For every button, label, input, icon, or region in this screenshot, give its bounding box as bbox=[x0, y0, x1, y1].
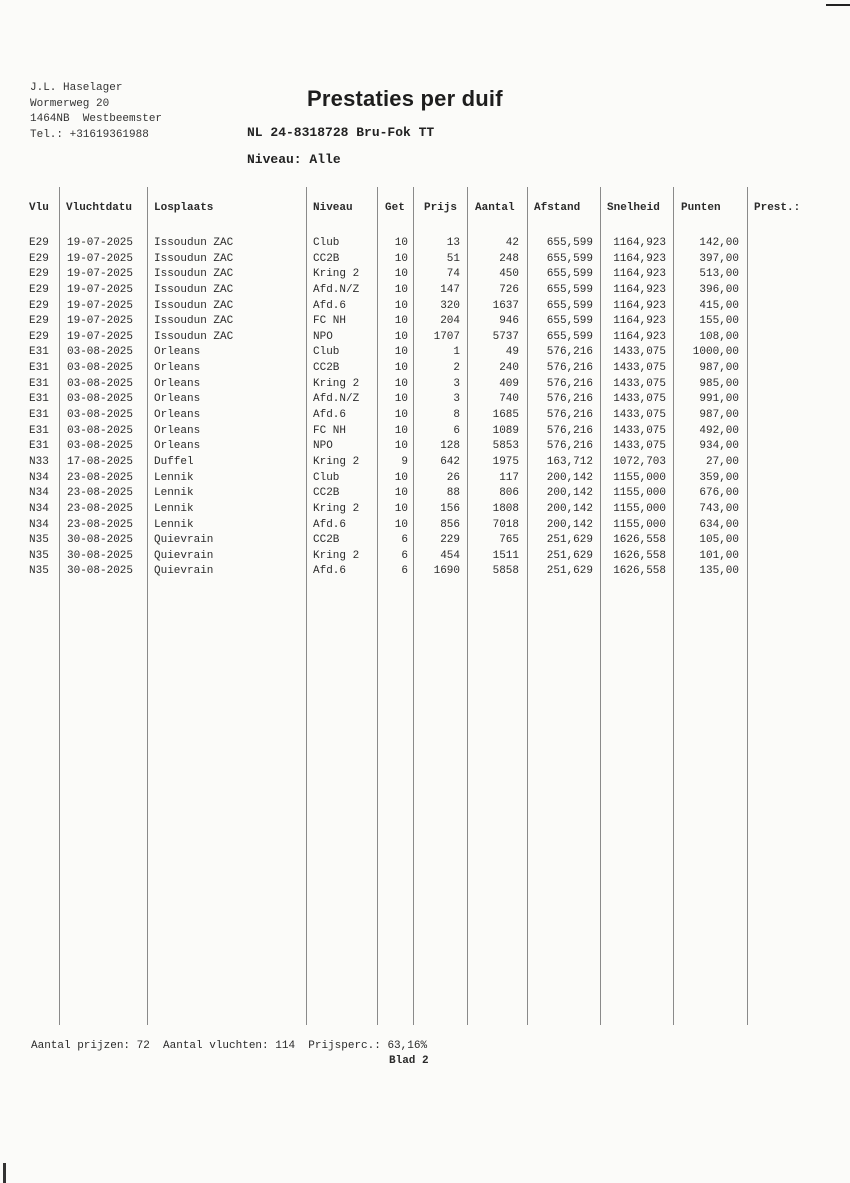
cell-punten: 101,00 bbox=[699, 549, 739, 562]
cell-snelheid: 1155,000 bbox=[613, 518, 666, 531]
cell-get: 10 bbox=[394, 440, 408, 453]
cell-prijs: 8 bbox=[453, 409, 460, 422]
cell-date: 03-08-2025 bbox=[67, 346, 134, 359]
cell-get: 10 bbox=[394, 487, 408, 500]
cell-losplaats: Lennik bbox=[154, 502, 194, 515]
cell-get: 10 bbox=[394, 471, 408, 484]
cell-get: 10 bbox=[394, 377, 408, 390]
cell-losplaats: Orleans bbox=[154, 346, 201, 359]
cell-losplaats: Issoudun ZAC bbox=[154, 252, 234, 265]
cell-vlu: E29 bbox=[29, 268, 49, 281]
cell-vlu: E31 bbox=[29, 424, 49, 437]
cell-losplaats: Lennik bbox=[154, 487, 194, 500]
cell-prijs: 74 bbox=[446, 268, 460, 281]
cell-snelheid: 1164,923 bbox=[613, 268, 666, 281]
cell-afstand: 200,142 bbox=[546, 518, 593, 531]
cell-niveau: Club bbox=[313, 237, 340, 249]
table-row bbox=[0, 345, 850, 361]
cell-losplaats: Lennik bbox=[154, 471, 194, 484]
table-row bbox=[0, 502, 850, 518]
table-row bbox=[0, 377, 850, 393]
cell-prijs: 454 bbox=[440, 549, 460, 562]
cell-vlu: E31 bbox=[29, 409, 49, 422]
header-punten: Punten bbox=[681, 202, 721, 214]
cell-aantal: 946 bbox=[499, 315, 519, 328]
table-row bbox=[0, 408, 850, 424]
cell-get: 6 bbox=[401, 565, 408, 578]
cell-get: 10 bbox=[394, 362, 408, 375]
cell-losplaats: Orleans bbox=[154, 362, 201, 375]
cell-vlu: E29 bbox=[29, 330, 49, 343]
cell-aantal: 42 bbox=[505, 237, 519, 249]
cell-afstand: 576,216 bbox=[546, 409, 593, 422]
cell-afstand: 655,599 bbox=[546, 237, 593, 249]
cell-afstand: 251,629 bbox=[546, 534, 593, 547]
cell-snelheid: 1433,075 bbox=[613, 393, 666, 406]
cell-aantal: 1511 bbox=[492, 549, 519, 562]
cell-aantal: 1808 bbox=[492, 502, 519, 515]
cell-prijs: 51 bbox=[446, 252, 460, 265]
table-row bbox=[0, 236, 850, 252]
cell-date: 23-08-2025 bbox=[67, 487, 134, 500]
cell-losplaats: Issoudun ZAC bbox=[154, 268, 234, 281]
cell-niveau: CC2B bbox=[313, 487, 340, 500]
cell-afstand: 576,216 bbox=[546, 346, 593, 359]
cell-snelheid: 1433,075 bbox=[613, 377, 666, 390]
cell-punten: 1000,00 bbox=[692, 346, 739, 359]
cell-date: 30-08-2025 bbox=[67, 565, 134, 578]
cell-losplaats: Orleans bbox=[154, 409, 201, 422]
cell-afstand: 655,599 bbox=[546, 299, 593, 312]
cell-vlu: N34 bbox=[29, 471, 49, 484]
cell-niveau: CC2B bbox=[313, 252, 340, 265]
table-row bbox=[0, 455, 850, 471]
cell-losplaats: Orleans bbox=[154, 377, 201, 390]
cell-afstand: 163,712 bbox=[546, 455, 593, 468]
cell-vlu: E29 bbox=[29, 252, 49, 265]
cell-prijs: 13 bbox=[446, 237, 460, 249]
table-row bbox=[0, 392, 850, 408]
cell-snelheid: 1433,075 bbox=[613, 440, 666, 453]
cell-get: 10 bbox=[394, 283, 408, 296]
cell-vlu: E31 bbox=[29, 440, 49, 453]
cell-niveau: Afd.N/Z bbox=[313, 283, 360, 296]
header-get: Get bbox=[385, 202, 405, 214]
cell-aantal: 5737 bbox=[492, 330, 519, 343]
cell-prijs: 147 bbox=[440, 283, 460, 296]
cell-get: 10 bbox=[394, 252, 408, 265]
cell-get: 10 bbox=[394, 315, 408, 328]
cell-afstand: 200,142 bbox=[546, 487, 593, 500]
cell-aantal: 765 bbox=[499, 534, 519, 547]
cell-date: 23-08-2025 bbox=[67, 518, 134, 531]
cell-date: 03-08-2025 bbox=[67, 424, 134, 437]
cell-losplaats: Lennik bbox=[154, 518, 194, 531]
cell-niveau: Club bbox=[313, 346, 340, 359]
cell-vlu: E29 bbox=[29, 299, 49, 312]
cell-vlu: E29 bbox=[29, 315, 49, 328]
cell-prijs: 229 bbox=[440, 534, 460, 547]
cell-snelheid: 1164,923 bbox=[613, 315, 666, 328]
level-filter: Niveau: Alle bbox=[247, 152, 341, 167]
cell-aantal: 117 bbox=[499, 471, 519, 484]
cell-snelheid: 1164,923 bbox=[613, 283, 666, 296]
table-row bbox=[0, 533, 850, 549]
cell-snelheid: 1155,000 bbox=[613, 471, 666, 484]
cell-snelheid: 1626,558 bbox=[613, 565, 666, 578]
cell-niveau: NPO bbox=[313, 330, 333, 343]
cell-losplaats: Issoudun ZAC bbox=[154, 315, 234, 328]
cell-vlu: E31 bbox=[29, 346, 49, 359]
cell-afstand: 576,216 bbox=[546, 440, 593, 453]
cell-vlu: N35 bbox=[29, 565, 49, 578]
cell-niveau: CC2B bbox=[313, 534, 340, 547]
cell-snelheid: 1072,703 bbox=[613, 455, 666, 468]
cell-losplaats: Quievrain bbox=[154, 549, 214, 562]
cell-niveau: CC2B bbox=[313, 362, 340, 375]
cell-niveau: Afd.6 bbox=[313, 518, 347, 531]
cell-losplaats: Orleans bbox=[154, 424, 201, 437]
cell-prijs: 856 bbox=[440, 518, 460, 531]
cell-vlu: E31 bbox=[29, 377, 49, 390]
table-row bbox=[0, 330, 850, 346]
cell-snelheid: 1164,923 bbox=[613, 237, 666, 249]
header-snelheid: Snelheid bbox=[607, 202, 660, 214]
cell-date: 30-08-2025 bbox=[67, 549, 134, 562]
cell-losplaats: Orleans bbox=[154, 393, 201, 406]
cell-vlu: E31 bbox=[29, 362, 49, 375]
sender-city: 1464NB Westbeemster bbox=[30, 113, 163, 125]
table-row bbox=[0, 314, 850, 330]
cell-niveau: Afd.6 bbox=[313, 409, 347, 422]
cell-get: 10 bbox=[394, 330, 408, 343]
cell-punten: 105,00 bbox=[699, 534, 739, 547]
cell-punten: 359,00 bbox=[699, 471, 739, 484]
cell-niveau: Afd.6 bbox=[313, 565, 347, 578]
cell-get: 6 bbox=[401, 549, 408, 562]
cell-get: 10 bbox=[394, 424, 408, 437]
cell-aantal: 7018 bbox=[492, 518, 519, 531]
table-row bbox=[0, 471, 850, 487]
table-row bbox=[0, 564, 850, 580]
cell-losplaats: Issoudun ZAC bbox=[154, 283, 234, 296]
cell-aantal: 248 bbox=[499, 252, 519, 265]
cell-losplaats: Orleans bbox=[154, 440, 201, 453]
cell-vlu: N35 bbox=[29, 534, 49, 547]
table-row bbox=[0, 424, 850, 440]
cell-prijs: 156 bbox=[440, 502, 460, 515]
cell-get: 10 bbox=[394, 268, 408, 281]
cell-prijs: 1 bbox=[453, 346, 460, 359]
cell-date: 19-07-2025 bbox=[67, 315, 134, 328]
pigeon-id: NL 24-8318728 Bru-Fok TT bbox=[247, 125, 435, 140]
cell-snelheid: 1164,923 bbox=[613, 252, 666, 265]
scan-edge-mark bbox=[826, 4, 850, 6]
cell-aantal: 740 bbox=[499, 393, 519, 406]
header-vlu: Vlu bbox=[29, 202, 49, 214]
cell-punten: 513,00 bbox=[699, 268, 739, 281]
cell-afstand: 576,216 bbox=[546, 362, 593, 375]
cell-prijs: 204 bbox=[440, 315, 460, 328]
cell-snelheid: 1164,923 bbox=[613, 330, 666, 343]
header-prestatie: Prest.: bbox=[754, 202, 801, 214]
cell-afstand: 200,142 bbox=[546, 502, 593, 515]
cell-vlu: E29 bbox=[29, 237, 49, 249]
cell-punten: 991,00 bbox=[699, 393, 739, 406]
cell-date: 23-08-2025 bbox=[67, 471, 134, 484]
cell-afstand: 655,599 bbox=[546, 315, 593, 328]
cell-losplaats: Issoudun ZAC bbox=[154, 299, 234, 312]
cell-get: 9 bbox=[401, 455, 408, 468]
sender-street: Wormerweg 20 bbox=[30, 97, 110, 110]
cell-get: 10 bbox=[394, 518, 408, 531]
cell-niveau: Kring 2 bbox=[313, 455, 360, 468]
cell-punten: 492,00 bbox=[699, 424, 739, 437]
cell-get: 10 bbox=[394, 237, 408, 249]
cell-afstand: 576,216 bbox=[546, 377, 593, 390]
cell-snelheid: 1433,075 bbox=[613, 346, 666, 359]
summary-line: Aantal prijzen: 72 Aantal vluchten: 114 Prijsperc.: 63,16% bbox=[31, 1040, 428, 1052]
cell-vlu: E31 bbox=[29, 393, 49, 406]
cell-date: 19-07-2025 bbox=[67, 268, 134, 281]
sender-name: J.L. Haselager bbox=[30, 82, 123, 94]
cell-punten: 142,00 bbox=[699, 237, 739, 249]
cell-punten: 987,00 bbox=[699, 409, 739, 422]
cell-punten: 135,00 bbox=[699, 565, 739, 578]
cell-punten: 676,00 bbox=[699, 487, 739, 500]
cell-snelheid: 1626,558 bbox=[613, 549, 666, 562]
cell-niveau: Kring 2 bbox=[313, 268, 360, 281]
cell-date: 23-08-2025 bbox=[67, 502, 134, 515]
cell-afstand: 251,629 bbox=[546, 565, 593, 578]
cell-niveau: Club bbox=[313, 471, 340, 484]
cell-get: 10 bbox=[394, 409, 408, 422]
cell-punten: 27,00 bbox=[705, 455, 739, 468]
cell-get: 10 bbox=[394, 299, 408, 312]
cell-snelheid: 1164,923 bbox=[613, 299, 666, 312]
cell-vlu: E29 bbox=[29, 283, 49, 296]
header-niveau: Niveau bbox=[313, 202, 353, 214]
cell-punten: 415,00 bbox=[699, 299, 739, 312]
cell-punten: 634,00 bbox=[699, 518, 739, 531]
cell-afstand: 576,216 bbox=[546, 424, 593, 437]
table-row bbox=[0, 252, 850, 268]
cell-snelheid: 1433,075 bbox=[613, 362, 666, 375]
header-aantal: Aantal bbox=[475, 202, 515, 214]
header-afstand: Afstand bbox=[534, 202, 581, 214]
scan-edge-mark bbox=[3, 1163, 6, 1183]
cell-losplaats: Issoudun ZAC bbox=[154, 330, 234, 343]
cell-prijs: 1690 bbox=[433, 565, 460, 578]
cell-aantal: 5853 bbox=[492, 440, 519, 453]
cell-vlu: N34 bbox=[29, 502, 49, 515]
table-row bbox=[0, 267, 850, 283]
cell-aantal: 49 bbox=[505, 346, 519, 359]
cell-date: 03-08-2025 bbox=[67, 393, 134, 406]
table-row bbox=[0, 549, 850, 565]
cell-aantal: 409 bbox=[499, 377, 519, 390]
cell-prijs: 128 bbox=[440, 440, 460, 453]
cell-date: 19-07-2025 bbox=[67, 330, 134, 343]
table-row bbox=[0, 486, 850, 502]
cell-afstand: 655,599 bbox=[546, 252, 593, 265]
cell-aantal: 1685 bbox=[492, 409, 519, 422]
cell-date: 17-08-2025 bbox=[67, 455, 134, 468]
cell-afstand: 251,629 bbox=[546, 549, 593, 562]
page-title: Prestaties per duif bbox=[307, 86, 503, 111]
cell-prijs: 2 bbox=[453, 362, 460, 375]
cell-snelheid: 1155,000 bbox=[613, 487, 666, 500]
cell-punten: 396,00 bbox=[699, 283, 739, 296]
table-row bbox=[0, 518, 850, 534]
cell-prijs: 88 bbox=[446, 487, 460, 500]
cell-afstand: 200,142 bbox=[546, 471, 593, 484]
cell-niveau: Afd.N/Z bbox=[313, 393, 360, 406]
cell-date: 03-08-2025 bbox=[67, 362, 134, 375]
cell-snelheid: 1626,558 bbox=[613, 534, 666, 547]
cell-punten: 934,00 bbox=[699, 440, 739, 453]
cell-niveau: NPO bbox=[313, 440, 333, 453]
page-number: Blad 2 bbox=[389, 1055, 429, 1067]
cell-aantal: 726 bbox=[499, 283, 519, 296]
cell-punten: 155,00 bbox=[699, 315, 739, 328]
cell-prijs: 26 bbox=[446, 471, 460, 484]
cell-snelheid: 1433,075 bbox=[613, 409, 666, 422]
cell-prijs: 320 bbox=[440, 299, 460, 312]
cell-date: 19-07-2025 bbox=[67, 252, 134, 265]
cell-vlu: N34 bbox=[29, 487, 49, 500]
table-row bbox=[0, 439, 850, 455]
cell-afstand: 655,599 bbox=[546, 268, 593, 281]
cell-losplaats: Issoudun ZAC bbox=[154, 237, 234, 249]
cell-losplaats: Quievrain bbox=[154, 534, 214, 547]
sender-phone: Tel.: +31619361988 bbox=[30, 128, 149, 141]
cell-date: 03-08-2025 bbox=[67, 409, 134, 422]
table-row bbox=[0, 283, 850, 299]
sender-address bbox=[30, 81, 162, 143]
header-losplaats: Losplaats bbox=[154, 202, 214, 214]
cell-get: 10 bbox=[394, 502, 408, 515]
cell-aantal: 450 bbox=[499, 268, 519, 281]
cell-snelheid: 1155,000 bbox=[613, 502, 666, 515]
cell-afstand: 576,216 bbox=[546, 393, 593, 406]
cell-date: 19-07-2025 bbox=[67, 283, 134, 296]
cell-punten: 987,00 bbox=[699, 362, 739, 375]
cell-date: 19-07-2025 bbox=[67, 237, 134, 249]
cell-prijs: 3 bbox=[453, 393, 460, 406]
header-prijs: Prijs bbox=[424, 202, 458, 214]
cell-snelheid: 1433,075 bbox=[613, 424, 666, 437]
cell-niveau: Afd.6 bbox=[313, 299, 347, 312]
cell-niveau: Kring 2 bbox=[313, 502, 360, 515]
cell-punten: 108,00 bbox=[699, 330, 739, 343]
cell-punten: 985,00 bbox=[699, 377, 739, 390]
header-vluchtdatum: Vluchtdatu bbox=[66, 202, 133, 214]
cell-losplaats: Quievrain bbox=[154, 565, 214, 578]
cell-aantal: 5858 bbox=[492, 565, 519, 578]
cell-vlu: N34 bbox=[29, 518, 49, 531]
table-row bbox=[0, 299, 850, 315]
cell-date: 19-07-2025 bbox=[67, 299, 134, 312]
cell-date: 30-08-2025 bbox=[67, 534, 134, 547]
cell-vlu: N33 bbox=[29, 455, 49, 468]
cell-niveau: Kring 2 bbox=[313, 377, 360, 390]
cell-punten: 397,00 bbox=[699, 252, 739, 265]
cell-losplaats: Duffel bbox=[154, 455, 194, 468]
cell-punten: 743,00 bbox=[699, 502, 739, 515]
cell-niveau: Kring 2 bbox=[313, 549, 360, 562]
cell-get: 10 bbox=[394, 346, 408, 359]
cell-niveau: FC NH bbox=[313, 424, 347, 437]
cell-get: 6 bbox=[401, 534, 408, 547]
cell-aantal: 1637 bbox=[492, 299, 519, 312]
cell-get: 10 bbox=[394, 393, 408, 406]
cell-aantal: 1975 bbox=[492, 455, 519, 468]
table-row bbox=[0, 361, 850, 377]
cell-date: 03-08-2025 bbox=[67, 440, 134, 453]
cell-aantal: 240 bbox=[499, 362, 519, 375]
cell-aantal: 806 bbox=[499, 487, 519, 500]
cell-date: 03-08-2025 bbox=[67, 377, 134, 390]
cell-afstand: 655,599 bbox=[546, 330, 593, 343]
cell-aantal: 1089 bbox=[492, 424, 519, 437]
cell-niveau: FC NH bbox=[313, 315, 347, 328]
results-table bbox=[0, 236, 850, 580]
cell-prijs: 1707 bbox=[433, 330, 460, 343]
cell-vlu: N35 bbox=[29, 549, 49, 562]
cell-prijs: 642 bbox=[440, 455, 460, 468]
cell-afstand: 655,599 bbox=[546, 283, 593, 296]
cell-prijs: 3 bbox=[453, 377, 460, 390]
cell-prijs: 6 bbox=[453, 424, 460, 437]
